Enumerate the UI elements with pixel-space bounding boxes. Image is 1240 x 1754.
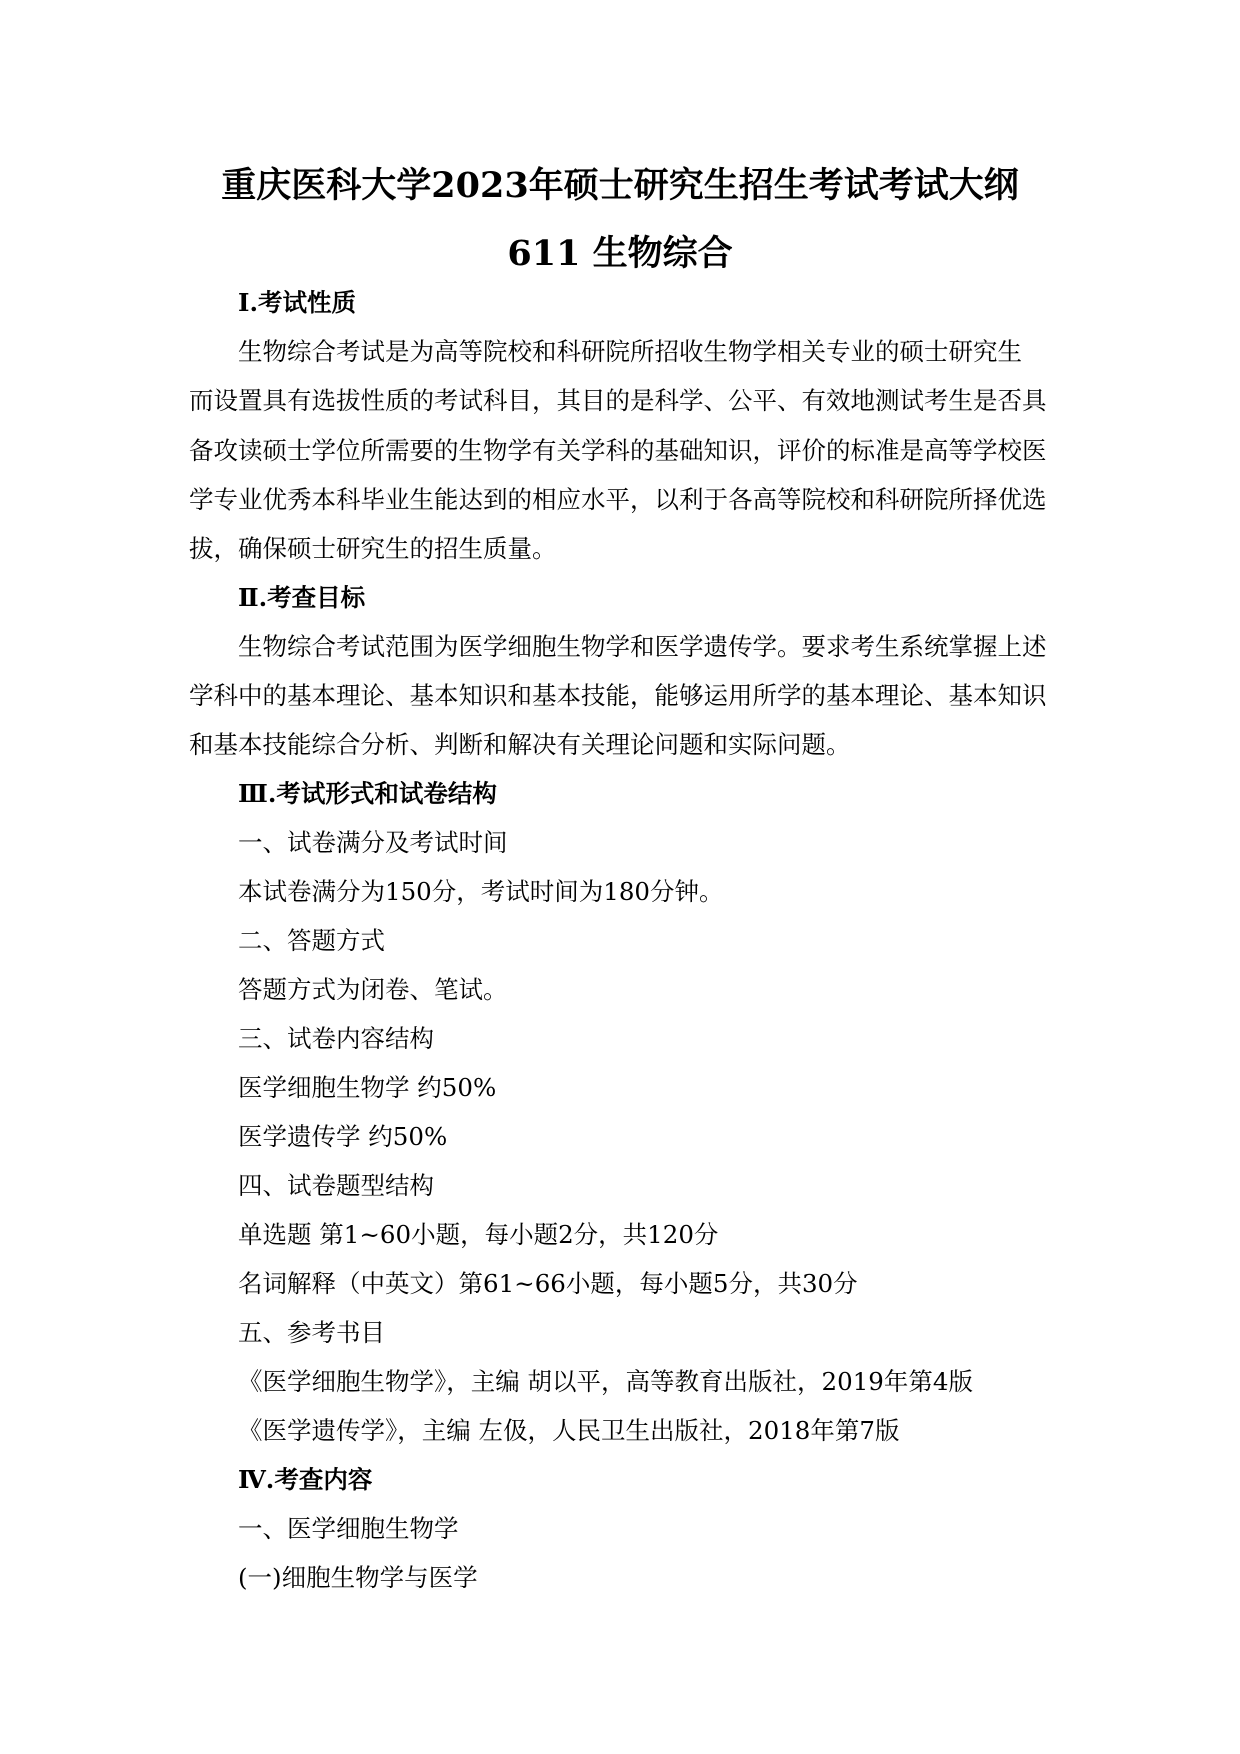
- section-3-heading: Ⅲ.考试形式和试卷结构: [238, 779, 497, 808]
- list-item-text: 名词解释（中英文）第61~66小题，每小题5分，共30分: [238, 1269, 858, 1298]
- list-item-text: 《医学细胞生物学》，主编 胡以平，高等教育出版社，2019年第4版: [238, 1367, 973, 1396]
- list-item: 一、试卷满分及考试时间: [238, 828, 508, 857]
- list-item-text: 医学细胞生物学 约50%: [238, 1073, 497, 1102]
- paragraph-line: 学科中的基本理论、基本知识和基本技能，能够运用所学的基本理论、基本知识: [189, 681, 1047, 710]
- list-item-text: 《医学遗传学》，主编 左伋，人民卫生出版社，2018年第7版: [238, 1416, 900, 1445]
- paragraph-line: 备攻读硕士学位所需要的生物学有关学科的基础知识，评价的标准是高等学校医: [189, 436, 1047, 465]
- list-item: 三、试卷内容结构: [238, 1024, 434, 1053]
- section-4-heading: Ⅳ.考查内容: [238, 1465, 373, 1494]
- paragraph-line: 学专业优秀本科毕业生能达到的相应水平，以利于各高等院校和科研院所择优选: [189, 485, 1047, 514]
- list-item: 五、参考书目: [238, 1318, 385, 1347]
- list-item-text: 医学遗传学 约50%: [238, 1122, 448, 1151]
- list-item: 二、答题方式: [238, 926, 385, 955]
- paragraph-line: 和基本技能综合分析、判断和解决有关理论问题和实际问题。: [189, 730, 851, 759]
- section-2-heading: Ⅱ.考查目标: [238, 583, 366, 612]
- list-item-text: 单选题 第1~60小题，每小题2分，共120分: [238, 1220, 719, 1249]
- list-item: (一)细胞生物学与医学: [238, 1563, 478, 1592]
- document-title: 重庆医科大学2023年硕士研究生招生考试考试大纲: [221, 165, 1019, 206]
- paragraph-line: 生物综合考试范围为医学细胞生物学和医学遗传学。要求考生系统掌握上述: [238, 632, 1047, 661]
- paragraph-line: 而设置具有选拔性质的考试科目，其目的是科学、公平、有效地测试考生是否具: [189, 386, 1047, 415]
- section-1-heading: Ⅰ.考试性质: [238, 288, 356, 317]
- list-item-text: 本试卷满分为150分，考试时间为180分钟。: [238, 877, 724, 906]
- paragraph-line: 拔，确保硕士研究生的招生质量。: [189, 534, 557, 563]
- list-item-text: 答题方式为闭卷、笔试。: [238, 975, 508, 1004]
- document-subtitle: 611 生物综合: [507, 233, 733, 274]
- list-item: 四、试卷题型结构: [238, 1171, 434, 1200]
- paragraph-line: 生物综合考试是为高等院校和科研院所招收生物学相关专业的硕士研究生: [238, 337, 1022, 366]
- list-item: 一、医学细胞生物学: [238, 1514, 459, 1543]
